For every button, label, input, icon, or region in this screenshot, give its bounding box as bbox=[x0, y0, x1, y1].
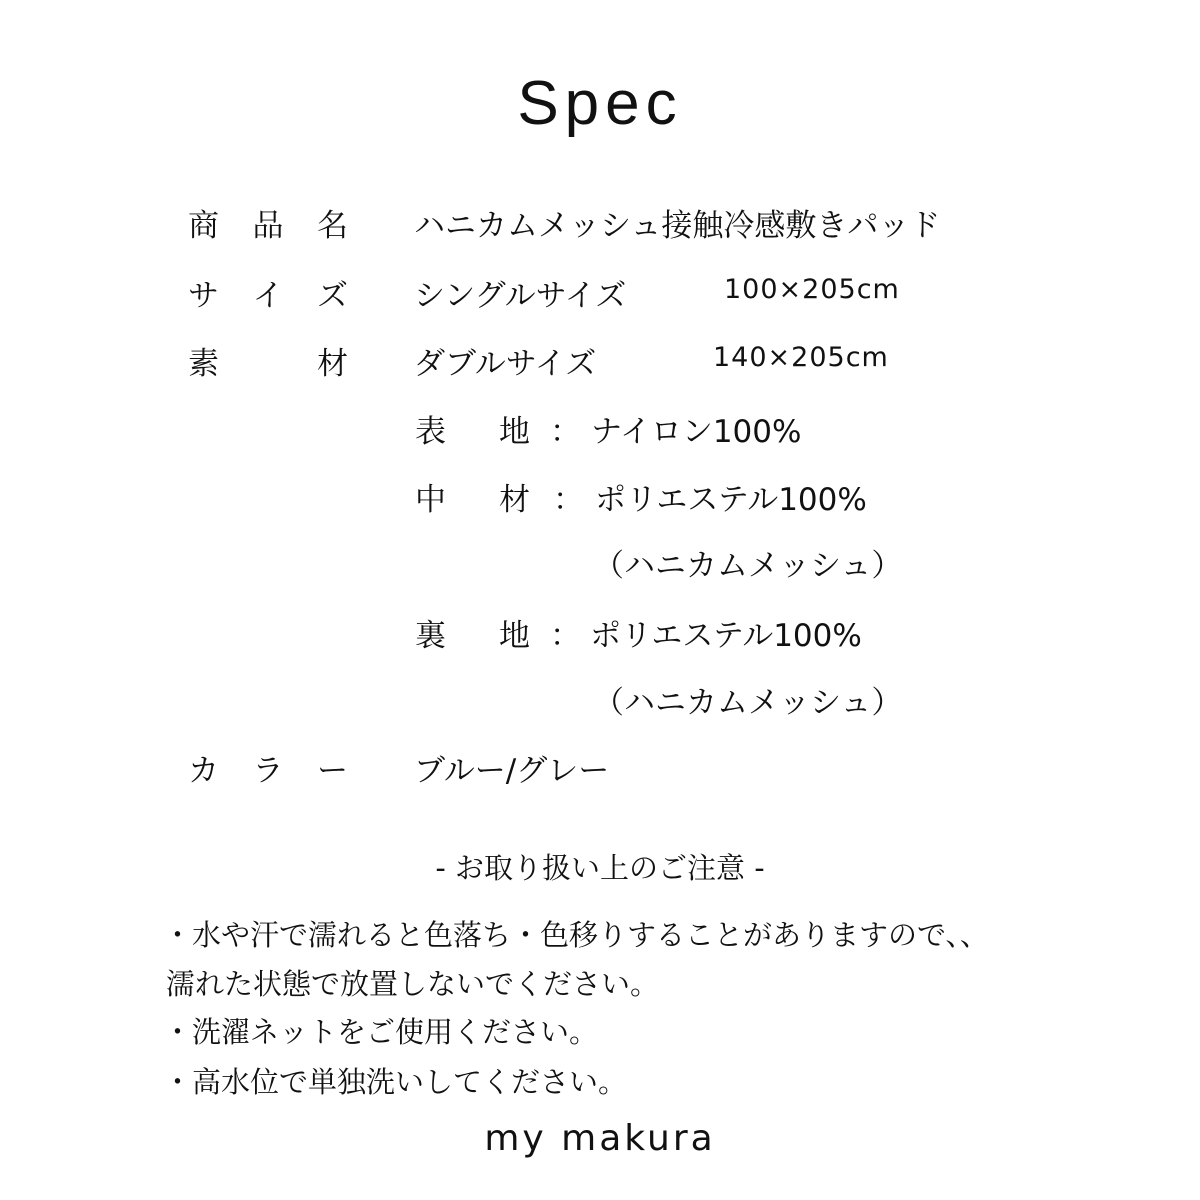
label-char: 地 bbox=[499, 414, 530, 450]
backing-value: ポリエステル100% bbox=[590, 618, 862, 654]
colon: ： bbox=[550, 414, 581, 450]
filling-note: （ハニカムメッシュ） bbox=[593, 548, 903, 584]
colon: ： bbox=[550, 618, 581, 654]
label-char: 品 bbox=[252, 208, 284, 244]
label-char: 商 bbox=[188, 208, 219, 244]
label-product-name bbox=[188, 200, 348, 245]
backing-note: （ハニカムメッシュ） bbox=[593, 685, 903, 721]
notice-line: ・高水位で単独洗いしてください。 bbox=[163, 1065, 628, 1099]
label-size bbox=[188, 270, 348, 315]
label-char: 裏 bbox=[415, 618, 446, 654]
label-color bbox=[188, 745, 348, 790]
page-title: Spec bbox=[517, 69, 683, 138]
label-char: 地 bbox=[499, 618, 530, 654]
single-size-value: 100×205cm bbox=[724, 274, 900, 305]
double-size-value: 140×205cm bbox=[713, 342, 889, 373]
double-size-label: ダブルサイズ bbox=[414, 346, 597, 382]
notice-title: - お取り扱い上のご注意 - bbox=[435, 851, 765, 885]
product-name-value: ハニカムメッシュ接触冷感敷きパッド bbox=[414, 208, 941, 244]
notice-line: ・洗濯ネットをご使用ください。 bbox=[163, 1015, 599, 1049]
single-size-label: シングルサイズ bbox=[414, 278, 627, 314]
label-filling bbox=[415, 474, 530, 519]
label-char: 素 bbox=[188, 346, 219, 382]
label-outer-fabric bbox=[415, 406, 530, 451]
label-char: 表 bbox=[415, 414, 446, 450]
colon: ： bbox=[553, 482, 584, 518]
notice-line: 濡れた状態で放置しないでください。 bbox=[166, 967, 660, 1001]
label-material bbox=[188, 338, 348, 383]
filling-value: ポリエステル100% bbox=[595, 482, 867, 518]
label-char: ラ bbox=[252, 753, 284, 789]
label-char: ー bbox=[317, 753, 348, 789]
label-char: カ bbox=[188, 753, 219, 789]
label-backing bbox=[415, 610, 530, 655]
label-char: サ bbox=[188, 278, 219, 314]
label-char: イ bbox=[252, 278, 284, 314]
brand-logo: my makura bbox=[484, 1118, 716, 1159]
label-char: 中 bbox=[415, 482, 446, 518]
label-char: 材 bbox=[499, 482, 530, 518]
label-char: ズ bbox=[317, 278, 348, 314]
label-char: 材 bbox=[317, 346, 348, 382]
color-value: ブルー/グレー bbox=[414, 753, 610, 789]
label-char: 名 bbox=[317, 208, 348, 244]
outer-fabric-value: ナイロン100% bbox=[591, 414, 802, 450]
notice-line: ・水や汗で濡れると色落ち・色移りすることがありますので、、 bbox=[163, 918, 989, 952]
